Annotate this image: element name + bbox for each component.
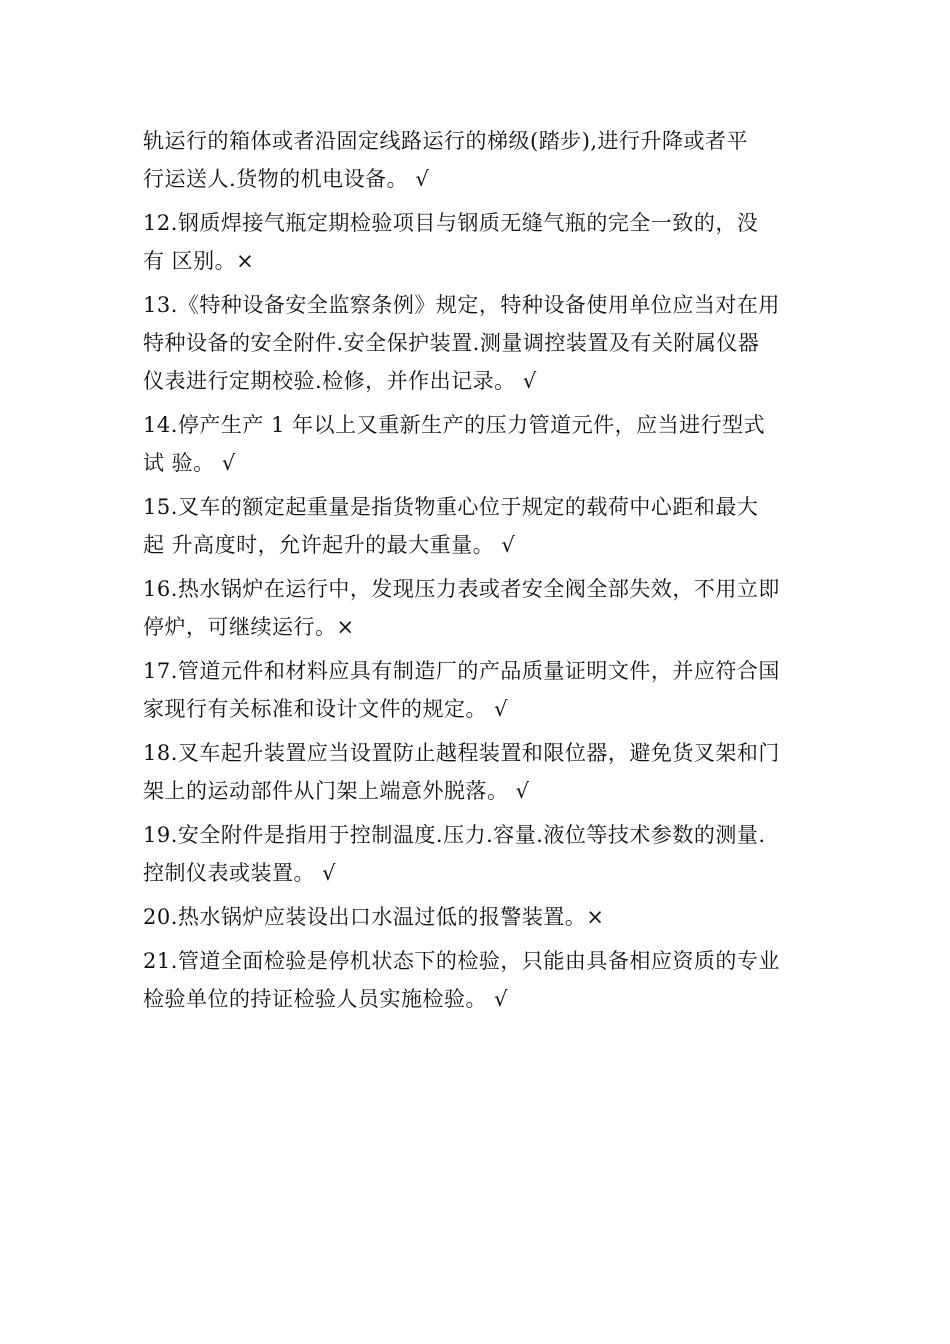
text-line: 控制仪表或装置。 √ (143, 861, 337, 885)
text-line: 12.钢质焊接气瓶定期检验项目与钢质无缝气瓶的完全一致的，没 (143, 211, 759, 235)
question-item (143, 652, 813, 728)
text-line: 行运送人.货物的机电设备。 √ (143, 167, 430, 191)
question-item (143, 570, 813, 646)
question-item (143, 122, 813, 198)
question-item (143, 286, 813, 400)
text-line: 起 升高度时，允许起升的最大重量。 √ (143, 533, 516, 557)
text-line: 试 验。 √ (143, 451, 236, 475)
question-item (143, 942, 813, 1018)
text-line: 检验单位的持证检验人员实施检验。 √ (143, 987, 509, 1011)
question-item (143, 816, 813, 892)
text-line: 20.热水锅炉应装设出口水温过低的报警装置。× (143, 905, 605, 929)
text-line: 架上的运动部件从门架上端意外脱落。 √ (143, 779, 530, 803)
text-line: 特种设备的安全附件.安全保护装置.测量调控装置及有关附属仪器 (143, 331, 760, 355)
text-line: 18.叉车起升装置应当设置防止越程装置和限位器，避免货叉架和门 (143, 741, 780, 765)
question-item (143, 488, 813, 564)
text-line: 13.《特种设备安全监察条例》规定，特种设备使用单位应当对在用 (143, 293, 780, 317)
text-line: 家现行有关标准和设计文件的规定。 √ (143, 697, 509, 721)
text-line: 17.管道元件和材料应具有制造厂的产品质量证明文件，并应符合国 (143, 659, 780, 683)
text-line: 19.安全附件是指用于控制温度.压力.容量.液位等技术参数的测量. (143, 823, 766, 847)
text-line: 停炉，可继续运行。× (143, 615, 355, 639)
question-item (143, 204, 813, 280)
text-line: 仪表进行定期校验.检修，并作出记录。 √ (143, 369, 537, 393)
question-item (143, 734, 813, 810)
text-line: 14.停产生产 1 年以上又重新生产的压力管道元件，应当进行型式 (143, 413, 766, 437)
text-line: 轨运行的箱体或者沿固定线路运行的梯级(踏步),进行升降或者平 (143, 129, 749, 153)
document-body (143, 122, 813, 1024)
text-line: 15.叉车的额定起重量是指货物重心位于规定的载荷中心距和最大 (143, 495, 759, 519)
question-item (143, 898, 813, 936)
text-line: 21.管道全面检验是停机状态下的检验，只能由具备相应资质的专业 (143, 949, 780, 973)
text-line: 16.热水锅炉在运行中，发现压力表或者安全阀全部失效，不用立即 (143, 577, 780, 601)
question-item (143, 406, 813, 482)
text-line: 有 区别。× (143, 249, 255, 273)
